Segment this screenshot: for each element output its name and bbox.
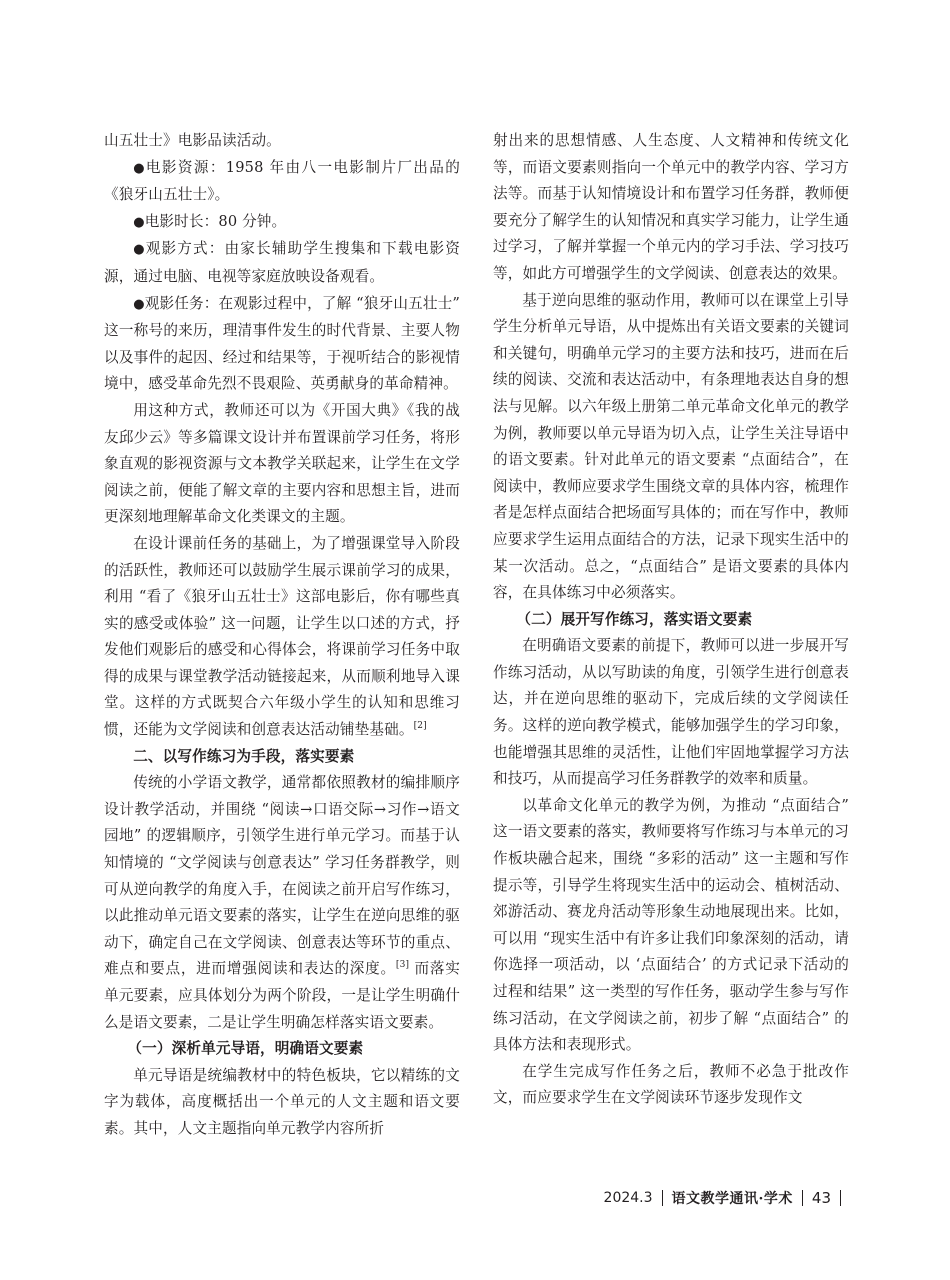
paragraph [104,770,460,1036]
bullet-dot: ● [133,160,146,176]
paragraph: 单元导语是统编教材中的特色板块，它以精练的文字为载体，高度概括出一个单元的人文主题和语文要素。其中，人文主题指向单元教学内容所折 [104,1066,460,1137]
paragraph: 射出来的思想情感、人生态度、人文精神和传统文化等，而语文要素则指向一个单元中的教学内容、学习方法等。而基于认知情境设计和布置学习任务群，教师便要充分了解学生的认知情况和真实学习能力，让学生通过学习，了解并掌握一个单元内的学习手法、学习技巧等，如此方可增强学生的文学阅读、创意表达的效果。 [493,132,849,282]
right-column [493,128,849,1112]
paragraph-text: 而落实单元要素，应具体划分为两个阶段，一是让学生明确什么是语文要素，二是让学生明确怎样落实语文要素。 [104,960,460,1031]
paragraph: 在明确语文要素的前提下，教师可以进一步展开写作练习活动，从以写助读的角度，引领学生进行创意表达，并在逆向思维的驱动下，完成后续的文学阅读任务。这样的逆向教学模式，能够加强学生的学习印象，也能增强其思维的灵活性，让他们牢固地掌握学习方法和技巧，从而提高学习任务群教学的效率和质量。 [493,637,849,788]
bullet-item [104,236,460,290]
bullet-dot: ● [133,242,146,258]
subsection-heading: （一）深析单元导语，明确语文要素 [127,1040,364,1058]
bullet-item [104,209,460,237]
section-heading: 二、以写作练习为手段，落实要素 [133,747,355,765]
left-column [104,128,460,1143]
bullet-item [104,155,460,209]
journal-name: 语文教学通讯·学术 [671,1191,793,1207]
paragraph-text: 在设计课前任务的基础上，为了增强课堂导入阶段的活跃性，教师还可以鼓励学生展示课前学习的成果，利用 “看了《狼牙山五壮士》这部电影后，你有哪些真实的感受或体验” 这一问题，让学生以口述的方式，抒发他们观影后的感受和心得体会，将课前学习任务中取得的成果与课堂教学活动链接起来，从而顺利地导入课堂。这样的方式既契合六年级小学生的认知和思维习惯，还能为文学阅读和创意表达活动铺垫基础。 [104,534,460,739]
paragraph: 山五壮士》电影品读活动。 [104,132,281,149]
paragraph: 基于逆向思维的驱动作用，教师可以在课堂上引导学生分析单元导语，从中提炼出有关语文要素的关键词和关键句，明确单元学习的主要方法和技巧，进而在后续的阅读、交流和表达活动中，有条理地表达自身的想法与见解。以六年级上册第二单元革命文化单元的教学为例，教师要以单元导语为切入点，让学生关注导语中的语文要素。针对此单元的语文要素 “点面结合”，在阅读中，教师应要求学生围绕文章的具体内容，梳理作者是怎样点面结合把场面写具体的；而在写作中，教师应要求学生运用点面结合的方法，记录下现实生活中的某一次活动。总之，“点面结合” 是语文要素的具体内容，在具体练习中必须落实。 [493,291,849,602]
footer-divider [802,1190,803,1206]
citation-ref: [2] [413,721,427,732]
bullet-text: 观影任务：在观影过程中，了解 “狼牙山五壮士” 这一称号的来历，理清事件发生的时代背景、主要人物以及事件的起因、经过和结果等，于视听结合的影视情境中，感受革命先烈不畏艰险、英勇献身的革命精神。 [104,294,460,393]
bullet-dot: ● [133,214,145,230]
footer-divider [662,1190,663,1206]
bullet-text: 电影时长：80 分钟。 [144,212,287,230]
bullet-dot: ● [133,296,145,312]
paragraph-text: 传统的小学语文教学，通常都依照教材的编排顺序设计教学活动，并围绕 “阅读→口语交际→习作→语文园地” 的逻辑顺序，引领学生进行单元学习。而基于认知情境的 “文学阅读与创意表达” 学习任务群教学，则可从逆向教学的角度入手，在阅读之前开启写作练习，以此推动单元语文要素的落实，让学生在逆向思维的驱动下，确定自己在文学阅读、创意表达等环节的重点、难点和要点，进而增强阅读和表达的深度。 [104,774,460,978]
bullet-text: 电影资源：1958 年由八一电影制片厂出品的《狼牙山五壮士》。 [104,158,460,204]
bullet-item [104,291,460,398]
bullet-text: 观影方式：由家长辅助学生搜集和下载电影资源，通过电脑、电视等家庭放映设备观看。 [104,240,460,285]
page-footer [604,1187,850,1209]
citation-ref: [3] [395,960,410,971]
paragraph: 以革命文化单元的教学为例，为推动 “点面结合” 这一语文要素的落实，教师要将写作练习与本单元的习作板块融合起来，围绕 “多彩的活动” 这一主题和写作提示等，引导学生将现实生活中的运动会、植树活动、郊游活动、赛龙舟活动等形象生动地展现出来。比如，可以用 “现实生活中有许多让我们印象深刻的活动，请你选择一项活动，以 ‘点面结合’ 的方式记录下活动的过程和结果” 这一类型的写作任务，驱动学生参与写作练习活动，在文学阅读之前，初步了解 “点面结合” 的具体方法和表现形式。 [493,796,849,1054]
paragraph: 用这种方式，教师还可以为《开国大典》《我的战友邱少云》等多篇课文设计并布置课前学习任务，将形象直观的影视资源与文本教学关联起来，让学生在文学阅读之前，便能了解文章的主要内容和思想主旨，进而更深刻地理解革命文化类课文的主题。 [104,401,460,526]
page-number: 43 [811,1189,831,1207]
paragraph: 在学生完成写作任务之后，教师不必急于批改作文，而应要求学生在文学阅读环节逐步发现作文 [493,1062,849,1107]
subsection-heading: （二）展开写作练习，落实语文要素 [516,610,753,628]
footer-divider [840,1190,841,1206]
paragraph [104,531,460,744]
issue-date: 2024.3 [603,1190,653,1206]
